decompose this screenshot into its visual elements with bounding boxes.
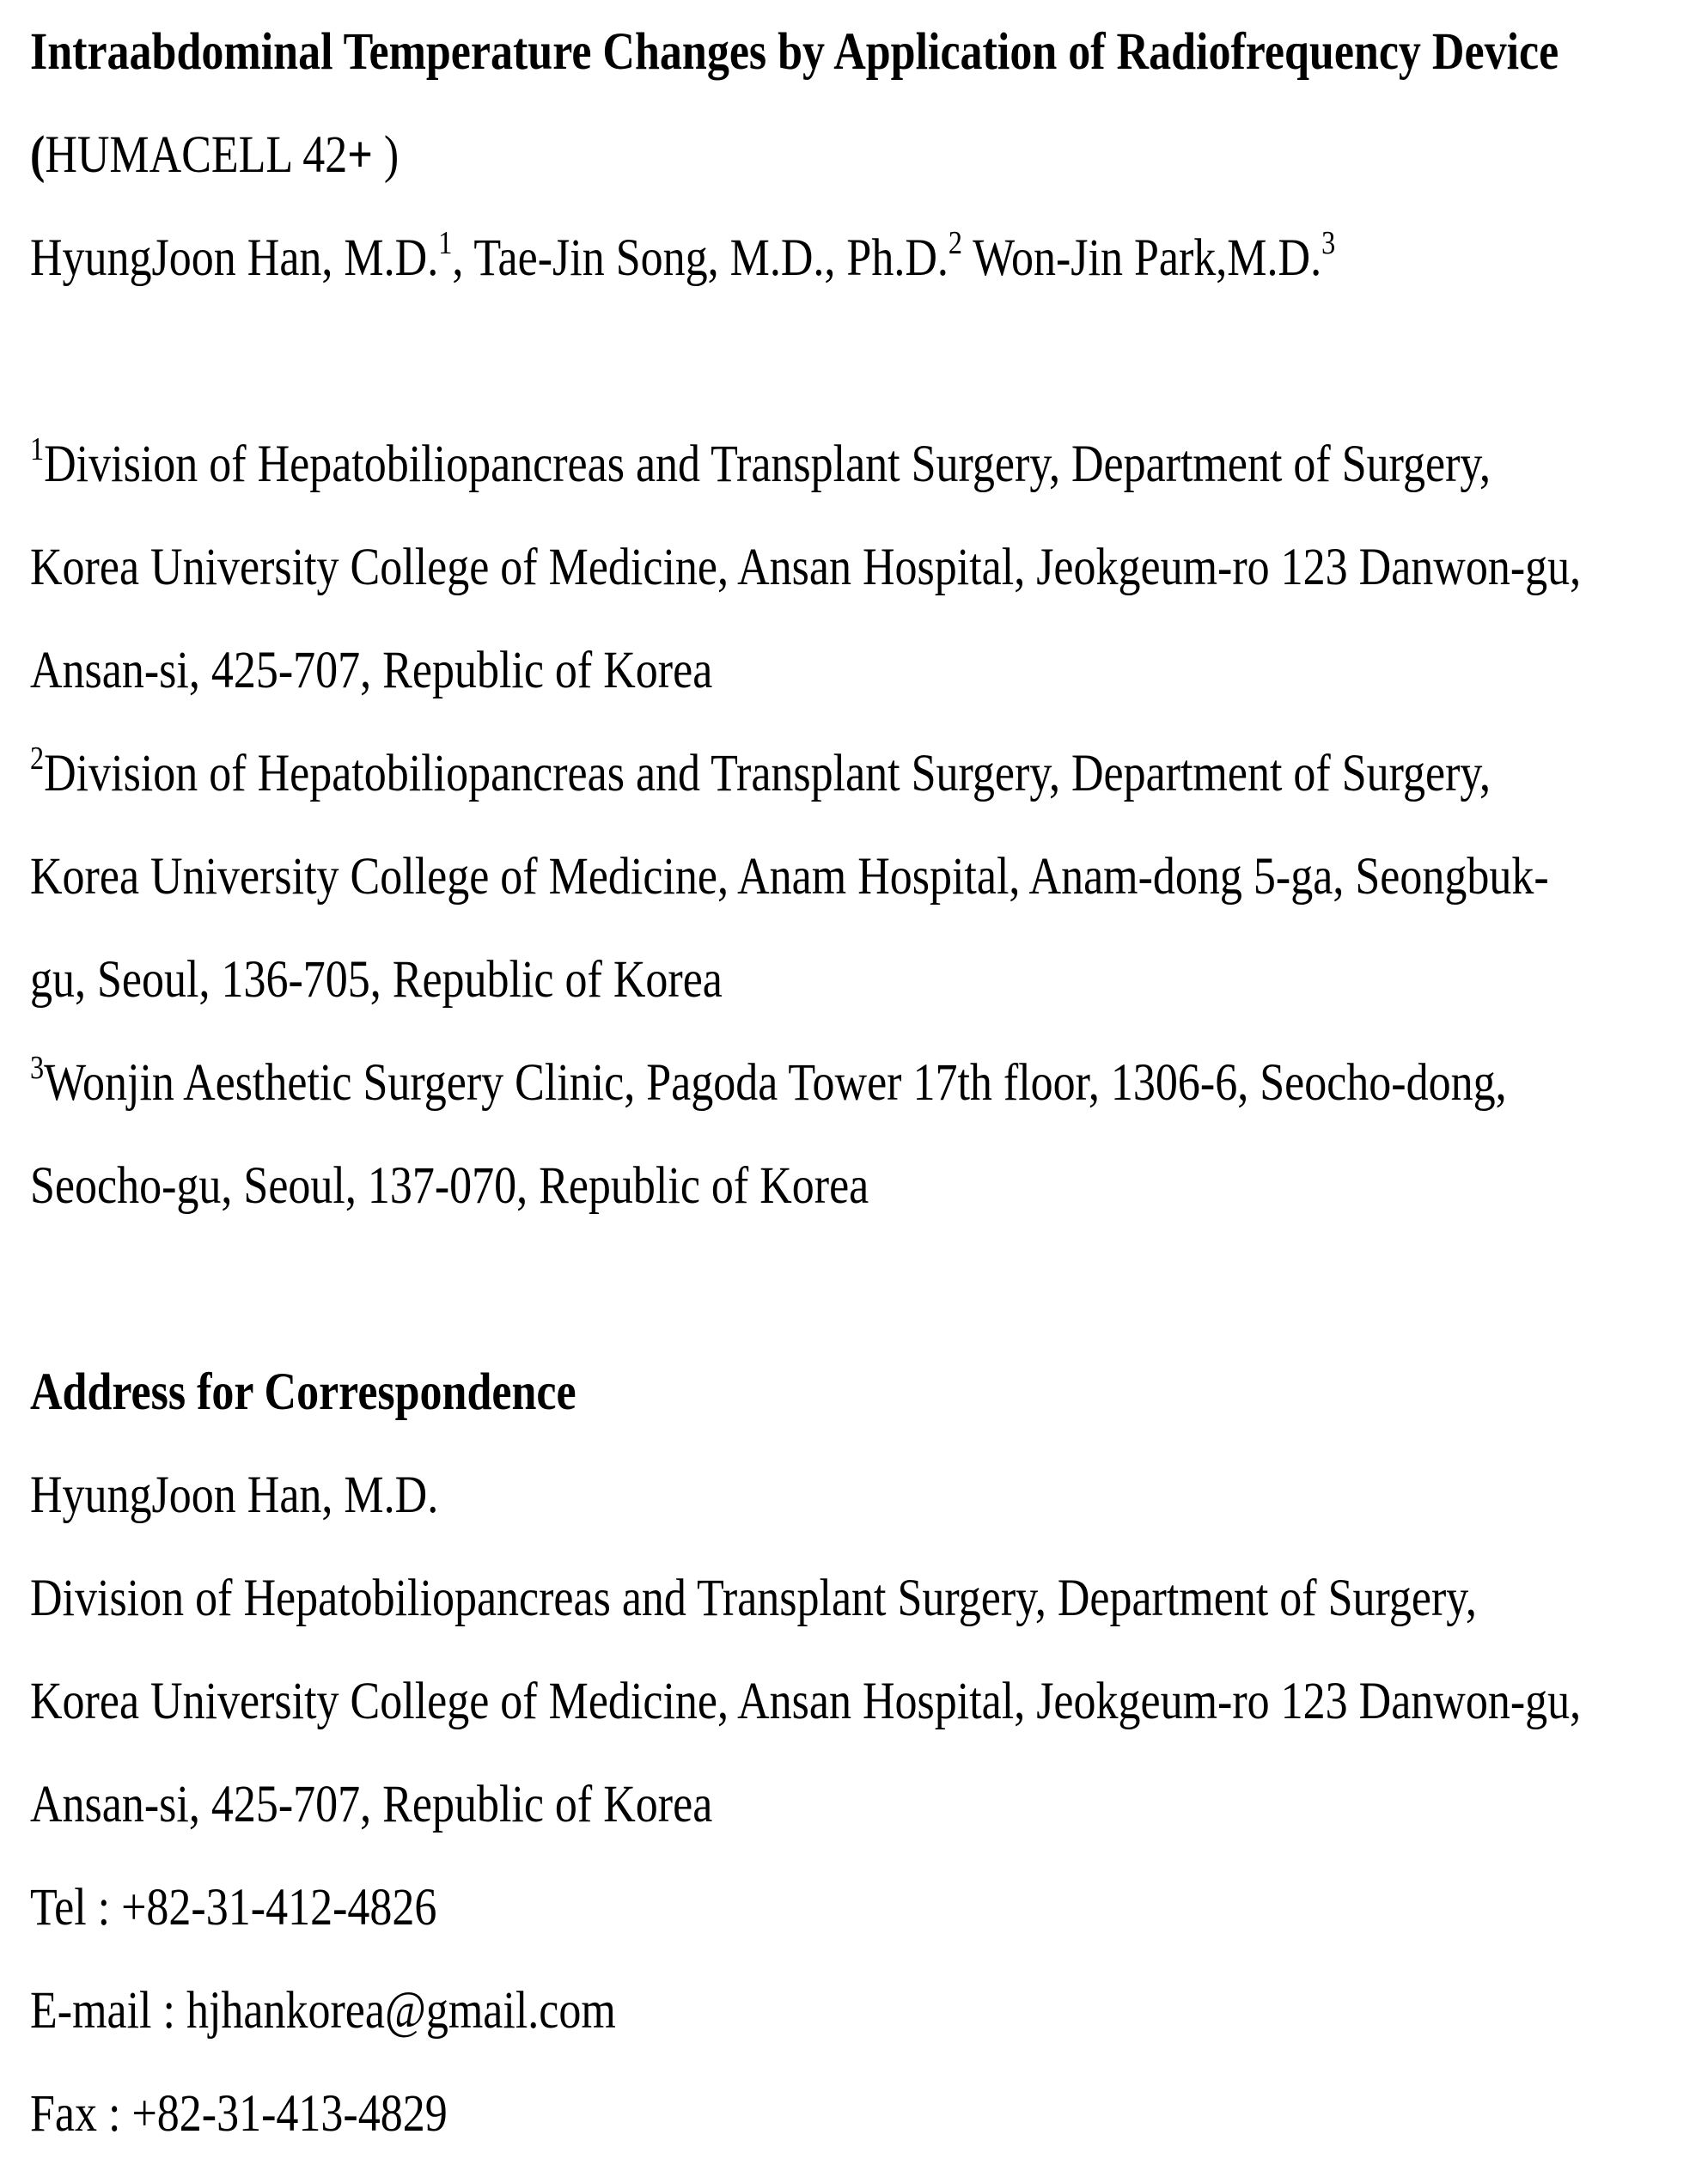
correspondence-heading — [30, 1340, 1648, 1443]
author-2-affiliation-superscript: 2 — [948, 223, 963, 261]
affiliation-3-superscript: 3 — [30, 1048, 45, 1086]
correspondence-address-line-3-text: Ansan-si, 425-707, Republic of Korea — [30, 1775, 713, 1833]
author-1: HyungJoon Han, M.D. — [30, 229, 439, 287]
affiliation-1-superscript: 1 — [30, 430, 45, 467]
authors-line — [30, 206, 1648, 309]
correspondence-heading-text: Address for Correspondence — [30, 1363, 576, 1421]
correspondence-fax-text: Fax : +82-31-413-4829 — [30, 2084, 448, 2143]
affiliation-2-line-2-text: Korea University College of Medicine, Anam Hospital, Anam-dong 5-ga, Seongbuk- — [30, 847, 1549, 906]
plus-sign: + — [347, 125, 373, 184]
affiliation-2-text — [30, 739, 1491, 803]
affiliation-3-text — [30, 1048, 1507, 1113]
correspondence-address-line-2 — [30, 1650, 1648, 1753]
affiliation-2-line-3 — [30, 928, 1648, 1031]
paper-title-line-1 — [30, 0, 1648, 103]
open-paren: ( — [30, 125, 46, 184]
affiliation-1-text — [30, 430, 1491, 494]
affiliation-1-line-3 — [30, 619, 1648, 722]
affiliation-3-line-2-text: Seocho-gu, Seoul, 137-070, Republic of Korea — [30, 1156, 869, 1215]
authors-text — [30, 223, 1336, 288]
author-1-affiliation-superscript: 1 — [438, 223, 453, 261]
author-3-affiliation-superscript: 3 — [1321, 223, 1336, 261]
affiliation-2-superscript: 2 — [30, 739, 45, 777]
correspondence-email — [30, 1959, 1648, 2062]
affiliation-1-line-3-text: Ansan-si, 425-707, Republic of Korea — [30, 641, 713, 699]
affiliation-2-line-1 — [30, 722, 1648, 825]
affiliation-1-line-1-text: Division of Hepatobiliopancreas and Transplant Surgery, Department of Surgery, — [44, 435, 1491, 493]
paper-title-line-2 — [30, 103, 1648, 206]
affiliation-3-line-1 — [30, 1031, 1648, 1134]
blank-line — [30, 309, 1648, 412]
author-2: , Tae-Jin Song, M.D., Ph.D. — [452, 229, 949, 287]
correspondence-tel-text: Tel : +82-31-412-4826 — [30, 1878, 437, 1936]
device-name: HUMACELL 42 — [45, 125, 348, 184]
affiliation-2-line-1-text: Division of Hepatobiliopancreas and Transplant Surgery, Department of Surgery, — [44, 744, 1491, 802]
blank-line — [30, 1237, 1648, 1340]
device-name-line — [30, 125, 399, 185]
affiliation-2-line-3-text: gu, Seoul, 136-705, Republic of Korea — [30, 950, 723, 1009]
correspondence-name — [30, 1443, 1648, 1546]
paper-title-text: Intraabdominal Temperature Changes by Application of Radiofrequency Device — [30, 22, 1559, 81]
correspondence-name-text: HyungJoon Han, M.D. — [30, 1466, 439, 1524]
author-3: Won-Jin Park,M.D. — [962, 229, 1322, 287]
affiliation-2-line-2 — [30, 825, 1648, 928]
correspondence-address-line-1-text: Division of Hepatobiliopancreas and Transplant Surgery, Department of Surgery, — [30, 1569, 1477, 1627]
affiliation-1-line-1 — [30, 412, 1648, 515]
correspondence-fax — [30, 2062, 1648, 2165]
correspondence-tel — [30, 1856, 1648, 1959]
correspondence-address-line-3 — [30, 1753, 1648, 1856]
affiliation-3-line-1-text: Wonjin Aesthetic Surgery Clinic, Pagoda Tower 17th floor, 1306-6, Seocho-dong, — [44, 1053, 1507, 1112]
correspondence-email-text: E-mail : hjhankorea@gmail.com — [30, 1981, 616, 2040]
correspondence-address-line-2-text: Korea University College of Medicine, Ansan Hospital, Jeokgeum-ro 123 Danwon-gu, — [30, 1672, 1582, 1730]
close-paren: ) — [372, 125, 400, 184]
affiliation-3-line-2 — [30, 1134, 1648, 1237]
affiliation-1-line-2 — [30, 515, 1648, 619]
affiliation-1-line-2-text: Korea University College of Medicine, Ansan Hospital, Jeokgeum-ro 123 Danwon-gu, — [30, 538, 1582, 596]
correspondence-address-line-1 — [30, 1546, 1648, 1650]
